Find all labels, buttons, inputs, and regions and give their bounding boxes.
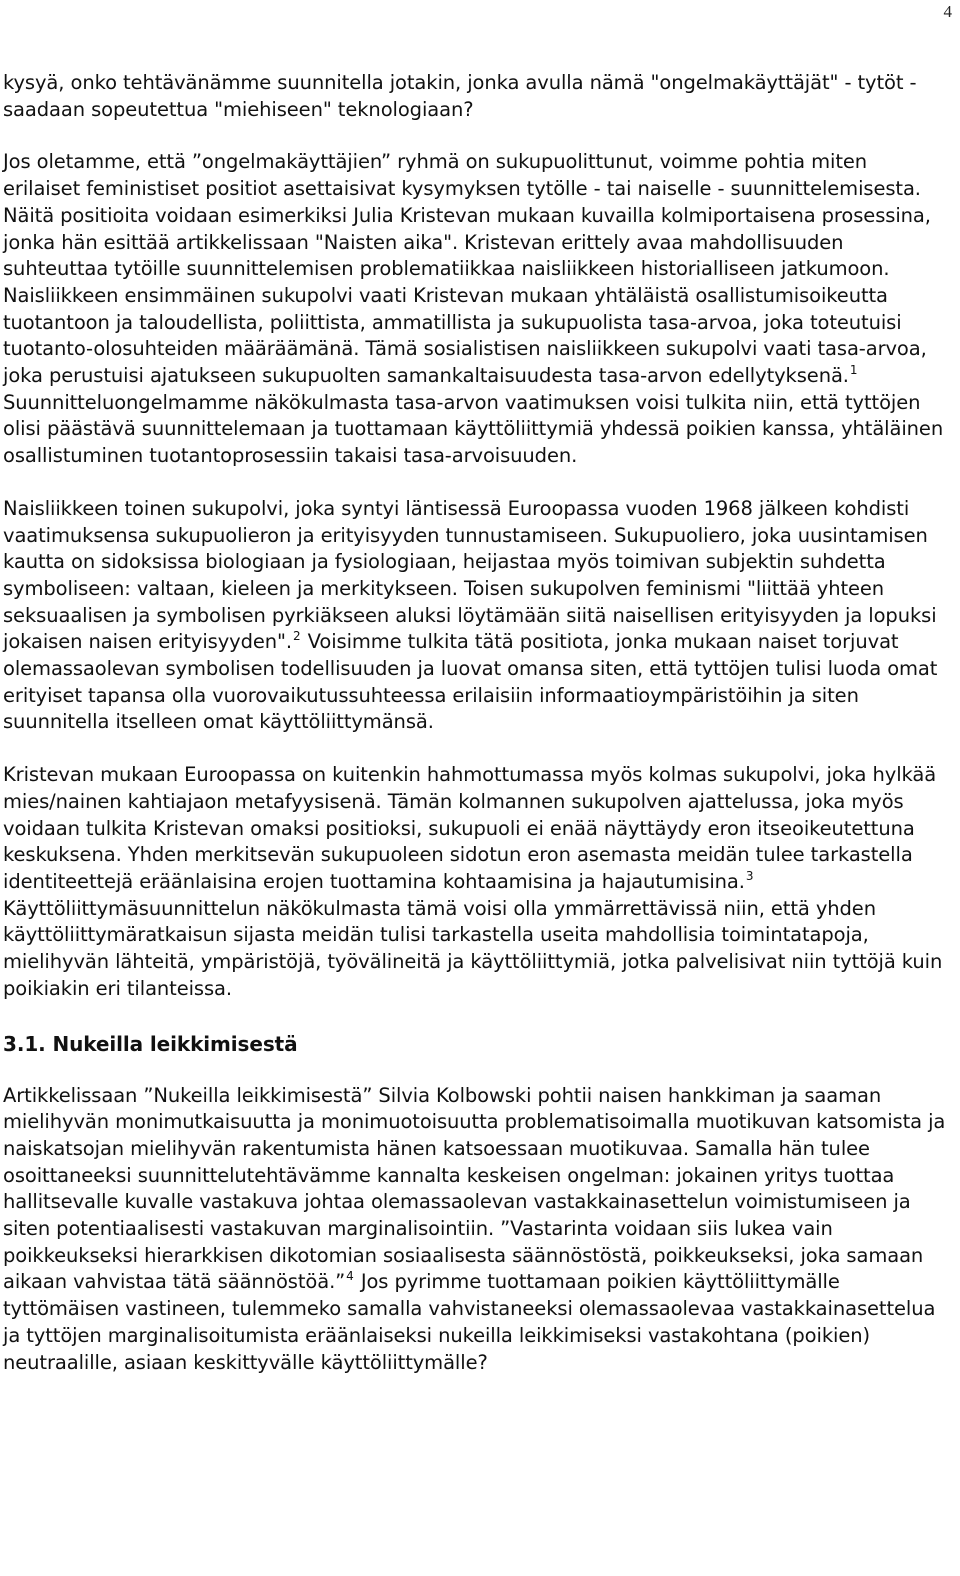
footnote-ref-3[interactable]: 3 [745, 868, 754, 883]
paragraph-text: Suunnitteluongelmamme näkökulmasta tasa-arvon vaatimuksen voisi tulkita niin, että tyttöjen olisi päästävä suunnittelemaan ja tuottamaan käyttöliittymiä yhdessä poikien kanssa, yhtäläinen osallistuminen tuotantoprosessiin takaisi tasa-arvoisuuden. [3, 390, 944, 468]
paragraph-gap [3, 123, 948, 149]
paragraph-text: Kristevan mukaan Euroopassa on kuitenkin hahmottumassa myös kolmas sukupolvi, joka hylkää mies/nainen kahtiajaon metafyysisenä. Tämän kolmannen sukupolven ajattelussa, joka myös voidaan tulkita Kristevan omaksi positioksi, sukupuoli ei enää näyttäydy eron itseoikeutettuna keskuksena. Yhden merkitsevän sukupuoleen sidotun eron asemasta meidän tulee tarkastella identiteettejä eräänlaisina erojen tuottamina kohtaamisina ja hajautumisina. [3, 763, 937, 893]
paragraph-text: Jos pyrimme tuottamaan poikien käyttöliittymälle tyttömäisen vastineen, tulemmeko samalla vahvistaneeksi olemassaolevaa vastakkainasettelua ja tyttöjen marginalisoitumista eräänlaiseksi nukeilla leikkimiseksi vastakohtana (poikien) neutraalille, asiaan keskittyvälle käyttöliittymälle? [3, 1270, 936, 1374]
section-heading: 3.1. Nukeilla leikkimisestä [3, 1031, 298, 1056]
paragraph-text: Naisliikkeen toinen sukupolvi, joka syntyi läntisessä Euroopassa vuoden 1968 jälkeen kohdisti vaatimuksensa sukupuolieron ja erityisyyden tunnustamiseen. Sukupuoliero, joka uusintamisen kautta on sidoksissa biologiaan ja fysiologiaan, heijastaa myös toimivan subjektin suhdetta symboliseen: valtaan, kieleen ja merkitykseen. Toisen sukupolven feminismi "liittää yhteen seksuaalisen ja symbolisen pyrkiäkseen aluksi löytämään siitä naisellisen erityisyyden ja lopuksi jokaisen naisen erityisyyden". [3, 496, 937, 654]
paragraph-3 [3, 496, 948, 736]
paragraph-5 [3, 1083, 948, 1377]
paragraph-1 [3, 70, 948, 123]
paragraph-gap [3, 1003, 948, 1023]
page-number: 4 [943, 2, 952, 21]
paragraph-gap [3, 470, 948, 496]
paragraph-text: Voisimme tulkita tätä positiota, jonka mukaan naiset torjuvat olemassaolevan symbolisen todellisuuden ja luovat omansa siten, että tyttöjen tulisi luoda omat erityiset tapansa olla vuorovaikutussuhteessa erilaisiin informaatioympäristöihin ja siten suunnitella itselleen omat käyttöliittymänsä. [3, 630, 938, 734]
paragraph-gap [3, 736, 948, 762]
footnote-ref-2[interactable]: 2 [293, 629, 301, 644]
footnote-ref-4[interactable]: 4 [346, 1269, 354, 1284]
paragraph-2 [3, 149, 948, 469]
paragraph-4 [3, 762, 948, 1002]
paragraph-gap [3, 1057, 948, 1083]
paragraph-text: Jos oletamme, että ”ongelmakäyttäjien” ryhmä on sukupuolittunut, voimme pohtia miten erilaiset feministiset positiot asettaisivat kysymyksen tytölle - tai naiselle - suunnittelemisesta. Näitä positioita voidaan esimerkiksi Julia Kristevan mukaan kuvailla kolmiportaisena prosessina, jonka hän esittää artikkelissaan "Naisten aika". Kristevan erittely avaa mahdollisuuden suhteuttaa tytöille suunnittelemisen problematiikkaa naisliikkeen historialliseen jatkumoon. Naisliikkeen ensimmäinen sukupolvi vaati Kristevan mukaan yhtäläistä osallistumisoikeutta tuotantoon ja taloudellista, poliittista, ammatillista ja sukupuolista tasa-arvoa, joka toteutuisi tuotanto-olosuhteiden määräämänä. Tämä sosialistisen naisliikkeen sukupolvi vaati tasa-arvoa, joka perustuisi ajatukseen sukupuolten samankaltaisuudesta tasa-arvon edellytyksenä. [3, 150, 931, 388]
footnote-ref-1[interactable]: 1 [849, 363, 858, 378]
paragraph-text: Käyttöliittymäsuunnittelun näkökulmasta tämä voisi olla ymmärrettävissä niin, että yhden käyttöliittymäratkaisun sijasta meidän tulisi tarkastella useita mahdollisia toimintatapoja, mielihyvän lähteitä, ympäristöjä, työvälineitä ja käyttöliittymiä, jotka palvelisivat niin tyttöjä kuin poikiakin eri tilanteissa. [3, 896, 943, 1000]
paragraph-text: kysyä, onko tehtävänämme suunnitella jotakin, jonka avulla nämä "ongelmakäyttäjät" - tytöt - saadaan sopeutettua "miehiseen" teknologiaan? [3, 71, 917, 121]
document-body [3, 70, 948, 1376]
paragraph-text: Artikkelissaan ”Nukeilla leikkimisestä” Silvia Kolbowski pohtii naisen hankkiman ja saaman mielihyvän monimutkaisuutta ja monimuotoisuutta problematisoimalla muotikuvan katsomista ja naiskatsojan mielihyvän rakentumista hänen katsoessaan muotikuvaa. Samalla hän tulee osoittaneeksi suunnittelutehtävämme kannalta keskeisen ongelman: jokainen yritys tuottaa hallitsevalle kuvalle vastakuva johtaa olemassaolevan vastakkainasettelun voimistumiseen ja siten potentiaalisesti vastakuvan marginalisointiin. ”Vastarinta voidaan siis lukea vain poikkeukseksi hierarkkisen dikotomian sosiaalisesta säännöstöstä, poikkeukseksi, joka samaan aikaan vahvistaa tätä säännöstöä.” [3, 1083, 946, 1294]
